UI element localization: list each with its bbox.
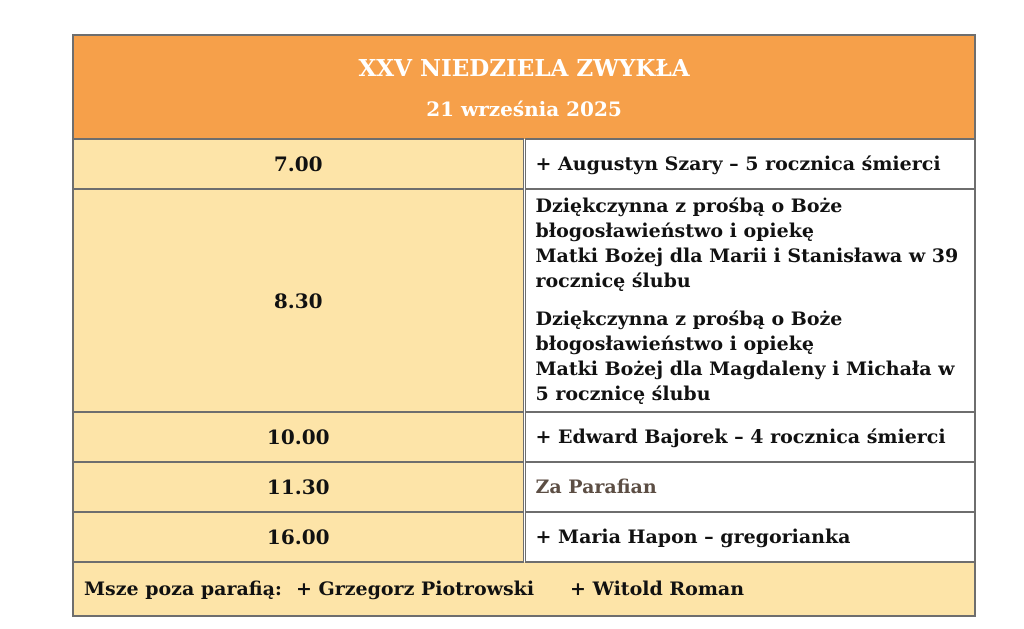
mass-row-8-30 bbox=[73, 189, 975, 412]
page-title: XXV NIEDZIELA ZWYKŁA bbox=[358, 55, 690, 82]
footer-label: Msze poza parafią: bbox=[84, 578, 282, 600]
intention-line: Dziękczynna z prośbą o Boże błogosławieństwo i opiekę bbox=[535, 308, 843, 355]
mass-row-16-00 bbox=[73, 512, 975, 562]
intention-line: Matki Bożej dla Magdaleny i Michała w 5 rocznicę ślubu bbox=[535, 358, 955, 405]
intention-line: Dziękczynna z prośbą o Boże błogosławieństwo i opiekę bbox=[535, 195, 843, 242]
mass-row-7-00 bbox=[73, 139, 975, 189]
intention-line: Matki Bożej dla Marii i Stanisława w 39 rocznicę ślubu bbox=[535, 245, 959, 292]
footer-cell bbox=[73, 562, 975, 616]
mass-time: 16.00 bbox=[73, 512, 524, 562]
mass-row-10-00 bbox=[73, 412, 975, 462]
footer-entry: + Grzegorz Piotrowski bbox=[295, 578, 535, 600]
footer-entry: + Witold Roman bbox=[570, 578, 745, 600]
header-cell bbox=[73, 35, 975, 139]
mass-schedule-table bbox=[72, 34, 976, 617]
mass-time: 11.30 bbox=[73, 462, 524, 512]
mass-intention bbox=[536, 307, 975, 407]
mass-row-11-30 bbox=[73, 462, 975, 512]
mass-intention bbox=[536, 194, 975, 294]
mass-intention: + Augustyn Szary – 5 rocznica śmierci bbox=[524, 139, 975, 189]
page-date: 21 września 2025 bbox=[426, 97, 622, 121]
mass-intention: + Edward Bajorek – 4 rocznica śmierci bbox=[524, 412, 975, 462]
header-row bbox=[73, 35, 975, 139]
footer-row bbox=[73, 562, 975, 616]
mass-intention: Za Parafian bbox=[524, 462, 975, 512]
mass-time: 7.00 bbox=[73, 139, 524, 189]
mass-intention: + Maria Hapon – gregorianka bbox=[524, 512, 975, 562]
mass-time: 10.00 bbox=[73, 412, 524, 462]
mass-intentions bbox=[524, 189, 975, 412]
mass-time: 8.30 bbox=[73, 189, 524, 412]
